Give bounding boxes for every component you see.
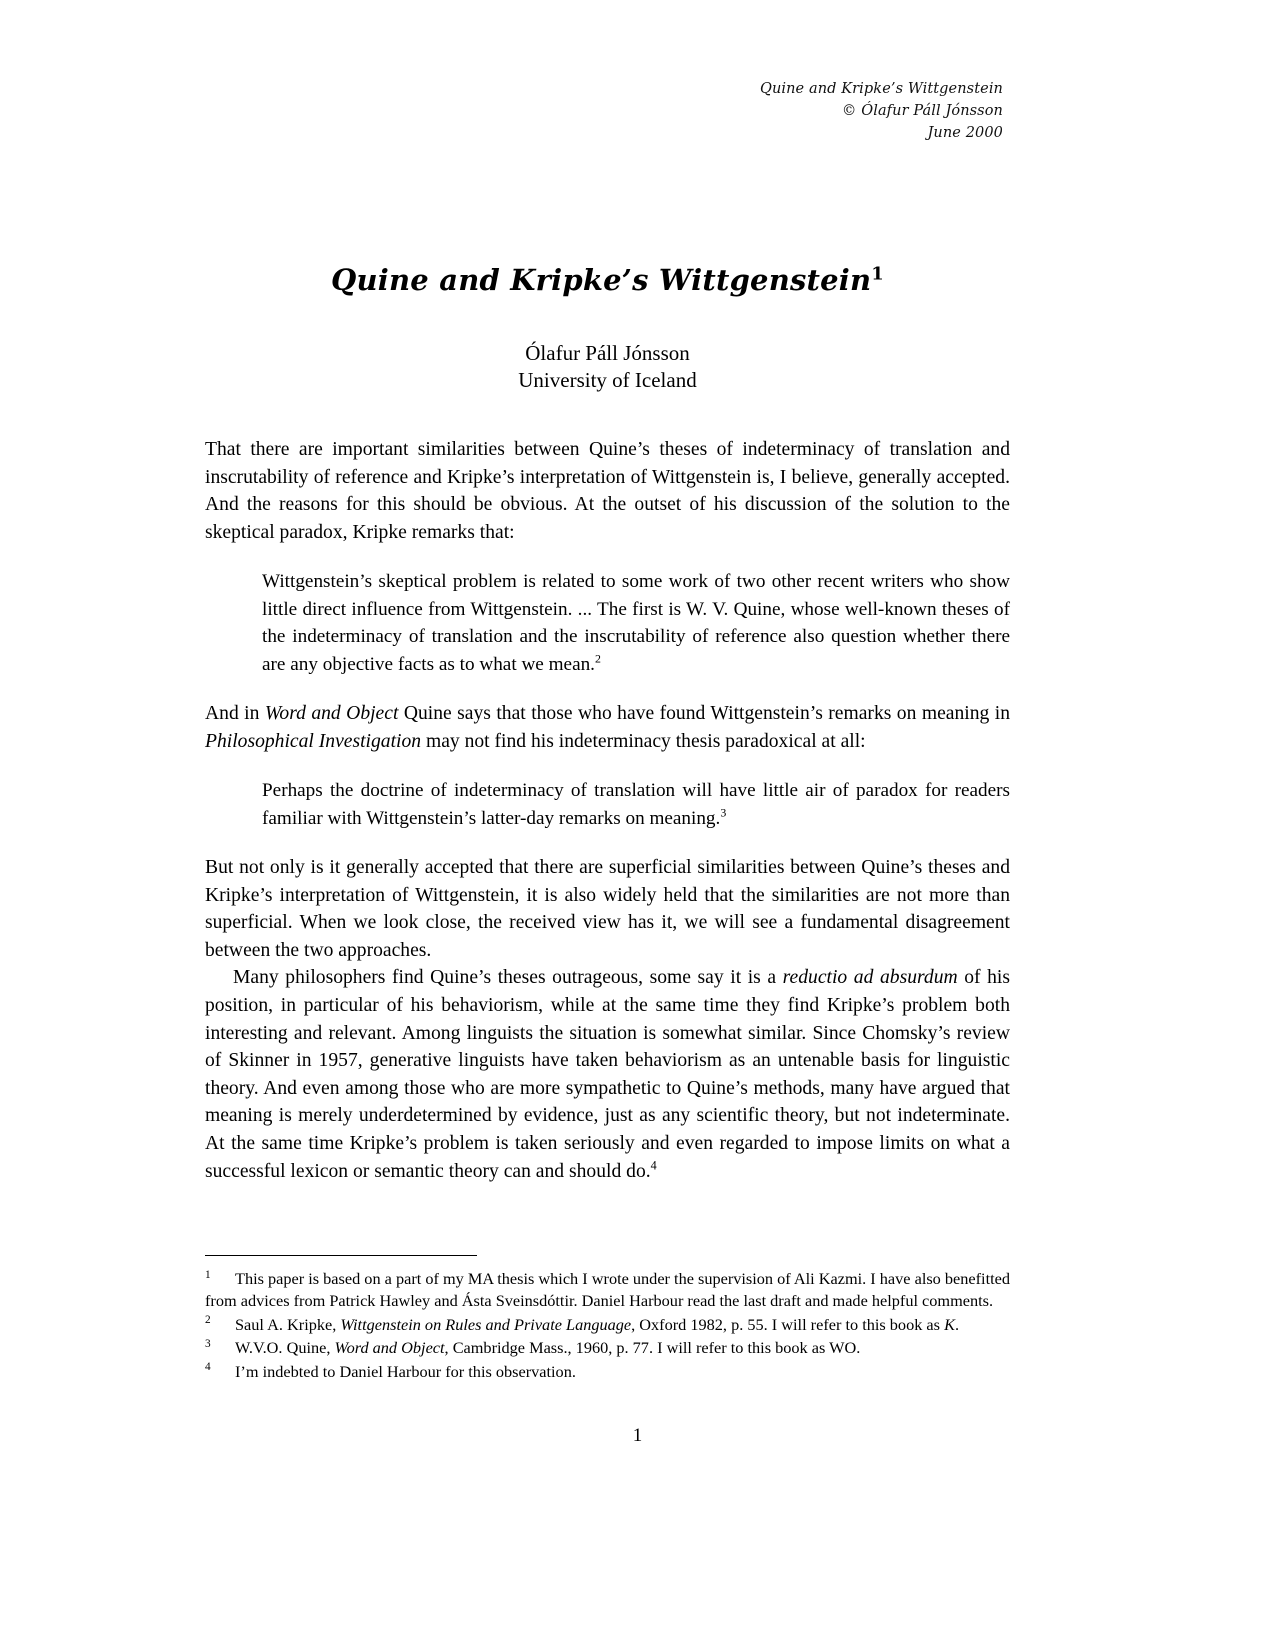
- running-header-date: June 2000: [927, 125, 1003, 141]
- footnote-3: 3 W.V.O. Quine, Word and Object, Cambridge Mass., 1960, p. 77. I will refer to this book as WO.: [205, 1337, 861, 1358]
- footnote-3-post: , Cambridge Mass., 1960, p. 77. I will refer to this book as WO.: [444, 1338, 861, 1358]
- footnote-separator-rule: [205, 1255, 477, 1256]
- footnote-2-pre: Saul A. Kripke,: [235, 1314, 341, 1334]
- page-title-text: Quine and Kripke’s Wittgenstein: [331, 263, 872, 297]
- footnote-1-text: This paper is based on a part of my MA thesis which I wrote under the supervision of Ali Kazmi. I have also benefitted from advices from Patrick Hawley and Ásta Sveinsdóttir. Daniel Harbour read the last draft and made helpful comments.: [205, 1269, 1010, 1311]
- page-number: 1: [632, 1425, 643, 1446]
- footnote-3-pre: W.V.O. Quine,: [235, 1338, 335, 1358]
- paragraph-2: [205, 700, 1010, 755]
- footnote-2-tail: .: [954, 1314, 960, 1334]
- paragraph-4-part-a: Many philosophers find Quine’s theses outrageous, some say it is a: [233, 967, 783, 989]
- running-header-copyright: © Ólafur Páll Jónsson: [841, 103, 1003, 119]
- footnote-4: 4 I’m indebted to Daniel Harbour for this observation.: [205, 1361, 576, 1381]
- footnote-2-book-title: Wittgenstein on Rules and Private Language: [340, 1314, 632, 1334]
- footnote-4-text: I’m indebted to Daniel Harbour for this observation.: [235, 1361, 576, 1381]
- footnote-area: [205, 1255, 1010, 1384]
- byline: [205, 340, 1010, 394]
- paragraph-4-part-b: of his position, in particular of his behaviorism, while at the same time they find Kripke’s problem both interesting and relevant. Among linguists the situation is somewhat similar. Since Chomsky’s review of Skinner in 1957, generative linguists have taken behaviorism as an untenable basis for linguistic theory. And even among those who are more sympathetic to Quine’s methods, many have argued that meaning is merely underdetermined by evidence, just as any scientific theory, but not indeterminate. At the same time Kripke’s problem is taken seriously and even regarded to impose limits on what a successful lexicon or semantic theory can and should do.: [205, 967, 1010, 1182]
- page-title: [205, 262, 1010, 298]
- paragraph-4-footnote-marker: 4: [650, 1158, 657, 1172]
- document-body: [205, 262, 1010, 1204]
- blockquote-kripke-body: Wittgenstein’s skeptical problem is related to some work of two other recent writers who show little direct influence from Wittgenstein. ... The first is W. V. Quine, whose well-known theses of the indeterminacy of translation and the inscrutability of reference also question whether there are any objective facts as to what we mean.: [262, 571, 1010, 675]
- blockquote-quine: [262, 777, 1010, 832]
- footnote-2-abbrev: K: [944, 1314, 955, 1334]
- title-philosophical-investigation: Philosophical Investigation: [205, 730, 422, 752]
- running-header-title: Quine and Kripke’s Wittgenstein: [759, 81, 1003, 97]
- blockquote-quine-footnote-marker: 3: [720, 805, 727, 820]
- blockquote-kripke-text: [262, 568, 1010, 678]
- paragraph-2-part-b: Quine says that those who have found Wittgenstein’s remarks on meaning in: [398, 703, 1010, 724]
- footnote-1: 1 This paper is based on a part of my MA thesis which I wrote under the supervision of Ali Kazmi. I have also benefitted from advices from Patrick Hawley and Ásta Sveinsdóttir. Daniel Harbour read the last draft and made helpful comments.: [205, 1268, 1010, 1311]
- paragraph-2-part-a: And in: [205, 703, 265, 724]
- paragraph-2-part-c: may not find his indeterminacy thesis paradoxical at all:: [421, 730, 866, 752]
- blockquote-quine-body: Perhaps the doctrine of indeterminacy of translation will have little air of paradox for readers familiar with Wittgenstein’s latter-day remarks on meaning.: [262, 780, 1010, 829]
- author-affiliation: University of Iceland: [518, 368, 697, 392]
- paragraph-1: That there are important similarities between Quine’s theses of indeterminacy of translation and inscrutability of reference and Kripke’s interpretation of Wittgenstein is, I believe, generally accepted. And the reasons for this should be obvious. At the outset of his discussion of the solution to the skeptical paradox, Kripke remarks that:: [205, 439, 1010, 543]
- paragraph-4: [205, 964, 1010, 1185]
- blockquote-kripke-footnote-marker: 2: [594, 651, 601, 666]
- author-name: Ólafur Páll Jónsson: [525, 341, 690, 365]
- footnote-3-book-title: Word and Object: [334, 1338, 445, 1358]
- footnote-2: 2 Saul A. Kripke, Wittgenstein on Rules and Private Language, Oxford 1982, p. 55. I will refer to this book as K.: [205, 1314, 960, 1334]
- blockquote-kripke: [262, 568, 1010, 678]
- running-header: [760, 78, 1003, 144]
- phrase-reductio-ad-absurdum: reductio ad absurdum: [782, 967, 958, 989]
- footnote-2-post: , Oxford 1982, p. 55. I will refer to this book as: [631, 1314, 945, 1334]
- paragraph-3: But not only is it generally accepted that there are superficial similarities between Quine’s theses and Kripke’s interpretation of Wittgenstein, it is also widely held that the similarities are not more than superficial. When we look close, the received view has it, we will see a fundamental disagreement between the two approaches.: [205, 857, 1010, 961]
- blockquote-quine-text: [262, 777, 1010, 832]
- title-footnote-marker: 1: [871, 263, 884, 285]
- title-word-and-object: Word and Object: [264, 703, 399, 724]
